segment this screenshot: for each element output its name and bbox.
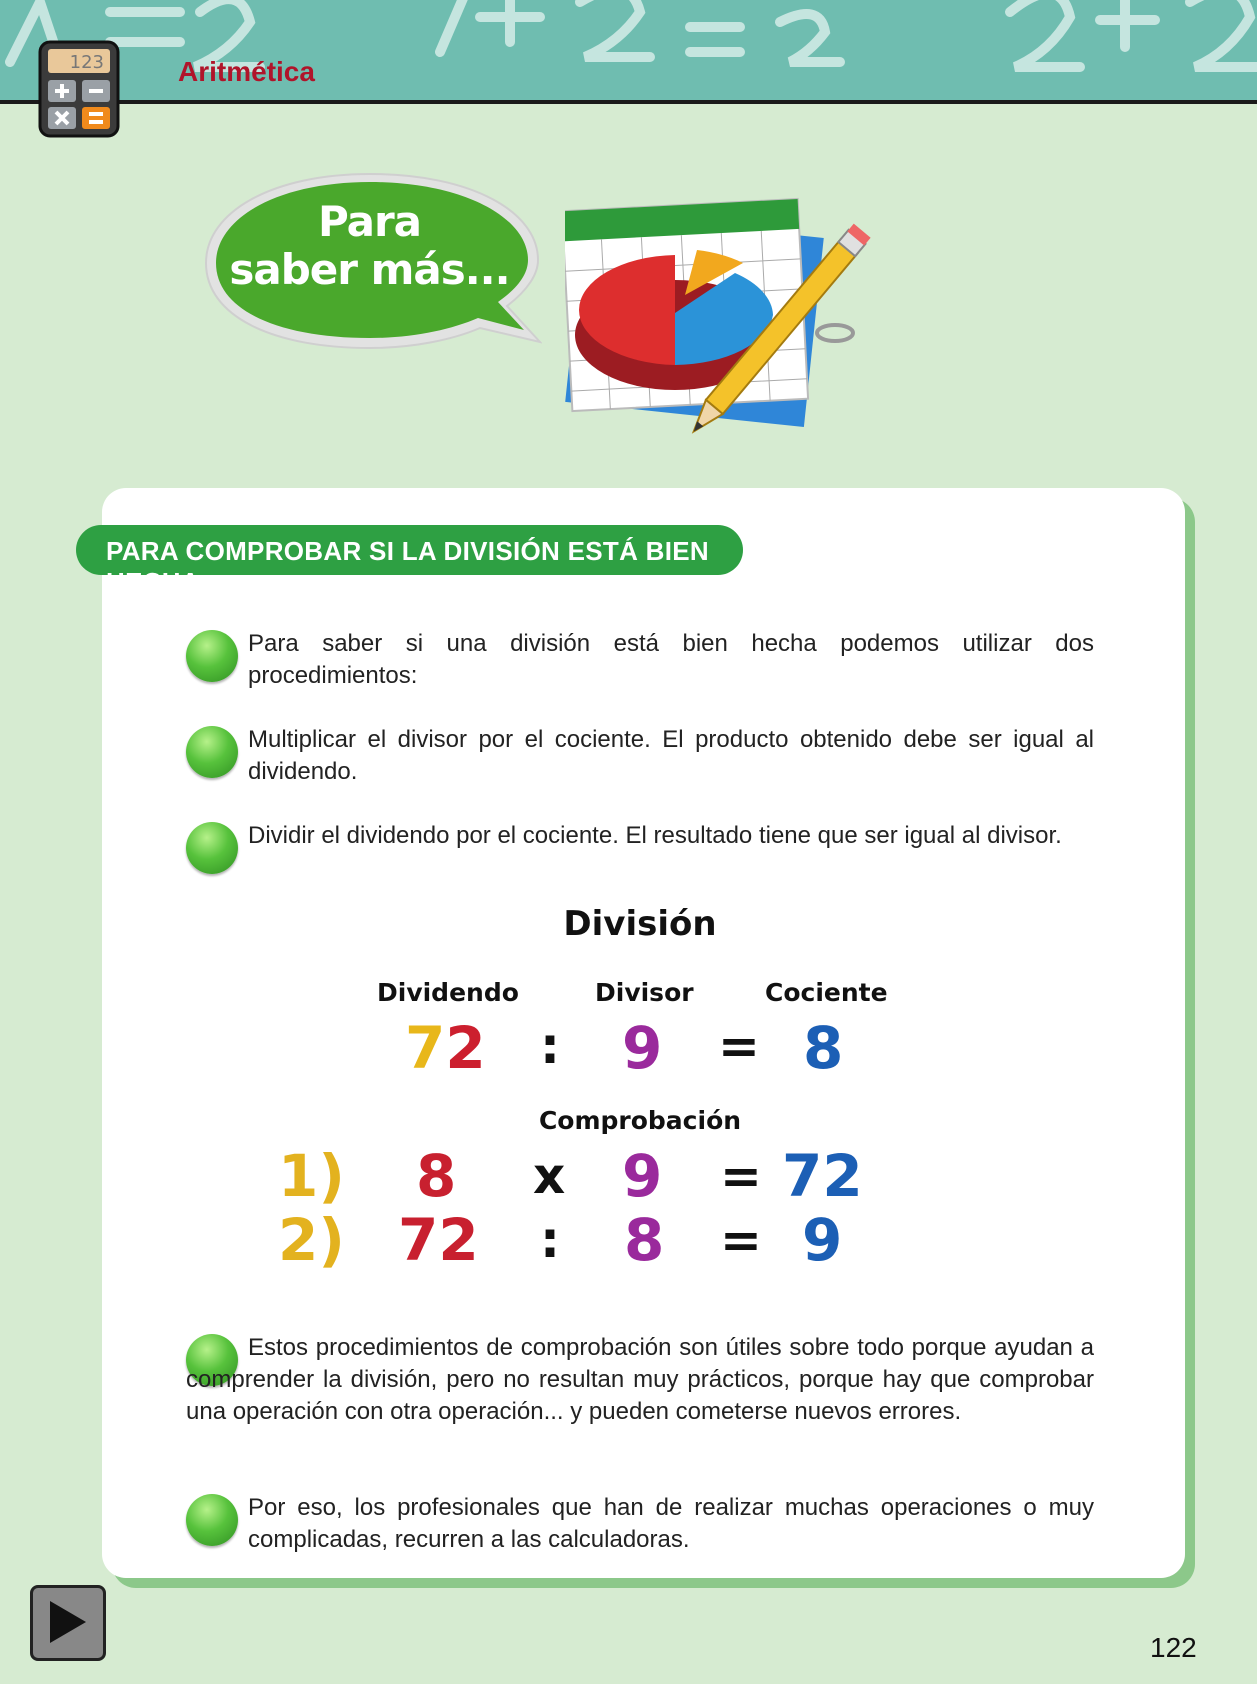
- check-row-2-index: 2): [278, 1206, 345, 1274]
- check-title: Comprobación: [538, 1106, 742, 1135]
- bubble-line-1: Para: [317, 197, 422, 246]
- label-quotient: Cociente: [765, 978, 888, 1007]
- chalk-decoration: [0, 0, 1257, 104]
- label-divisor: Divisor: [595, 978, 694, 1007]
- dividend-digit-units: 2: [445, 1014, 486, 1082]
- section-title-pill: [76, 525, 743, 597]
- check-row-2-op: :: [540, 1211, 560, 1269]
- paragraph-2: Multiplicar el divisor por el cociente. El producto obtenido debe ser igual al dividendo.: [248, 726, 1094, 785]
- divide-operator: :: [540, 1017, 560, 1075]
- division-title: División: [563, 904, 717, 944]
- bullet-icon: [186, 1494, 238, 1546]
- calculator-icon: [38, 40, 120, 138]
- check-row-1-eq: =: [720, 1147, 762, 1205]
- equals-operator: =: [718, 1017, 760, 1075]
- bullet-icon: [186, 630, 238, 682]
- header-title: Aritmética: [178, 56, 315, 87]
- check-row-1-index: 1): [278, 1142, 345, 1210]
- quotient-value: 8: [803, 1014, 844, 1082]
- check-row-2-b: 8: [624, 1206, 665, 1274]
- section-title: PARA COMPROBAR SI LA DIVISIÓN ESTÁ BIEN HECHA: [106, 536, 709, 597]
- check-row-1-op: x: [533, 1147, 566, 1205]
- dividend-value: [405, 1014, 486, 1082]
- paragraph-5: Por eso, los profesionales que han de realizar muchas operaciones o muy complicadas, recurren a las calculadoras.: [248, 1494, 1094, 1553]
- page-number: 122: [1150, 1632, 1197, 1663]
- label-dividend: Dividendo: [377, 978, 519, 1007]
- paragraph-3: Dividir el dividendo por el cociente. El resultado tiene que ser igual al divisor.: [248, 822, 1062, 849]
- svg-text:123: 123: [69, 52, 104, 73]
- bubble-text: [202, 198, 537, 294]
- header-band: [0, 0, 1257, 104]
- divisor-value: 9: [622, 1014, 663, 1082]
- bubble-line-2: saber más...: [229, 245, 510, 294]
- check-row-2-eq: =: [720, 1211, 762, 1269]
- dividend-digit-tens: 7: [405, 1014, 446, 1082]
- paragraph-4: Estos procedimientos de comprobación son útiles sobre todo porque ayudan a comprender la división, pero no resultan muy prácticos, porque hay que comprobar una operación con otra operación... y pueden cometerse nuevos errores.: [186, 1334, 1094, 1425]
- play-button[interactable]: [30, 1585, 106, 1661]
- check-row-1-b: 9: [622, 1142, 663, 1210]
- check-row-1-a: 8: [416, 1142, 457, 1210]
- paragraph-1: Para saber si una división está bien hecha podemos utilizar dos procedimientos:: [248, 630, 1094, 689]
- bullet-icon: [186, 822, 238, 874]
- check-row-2-a: 72: [398, 1206, 479, 1274]
- bullet-icon: [186, 726, 238, 778]
- check-row-1-result: 72: [782, 1142, 863, 1210]
- check-row-2-result: 9: [802, 1206, 843, 1274]
- chart-illustration: [565, 195, 885, 475]
- play-icon: [46, 1599, 90, 1645]
